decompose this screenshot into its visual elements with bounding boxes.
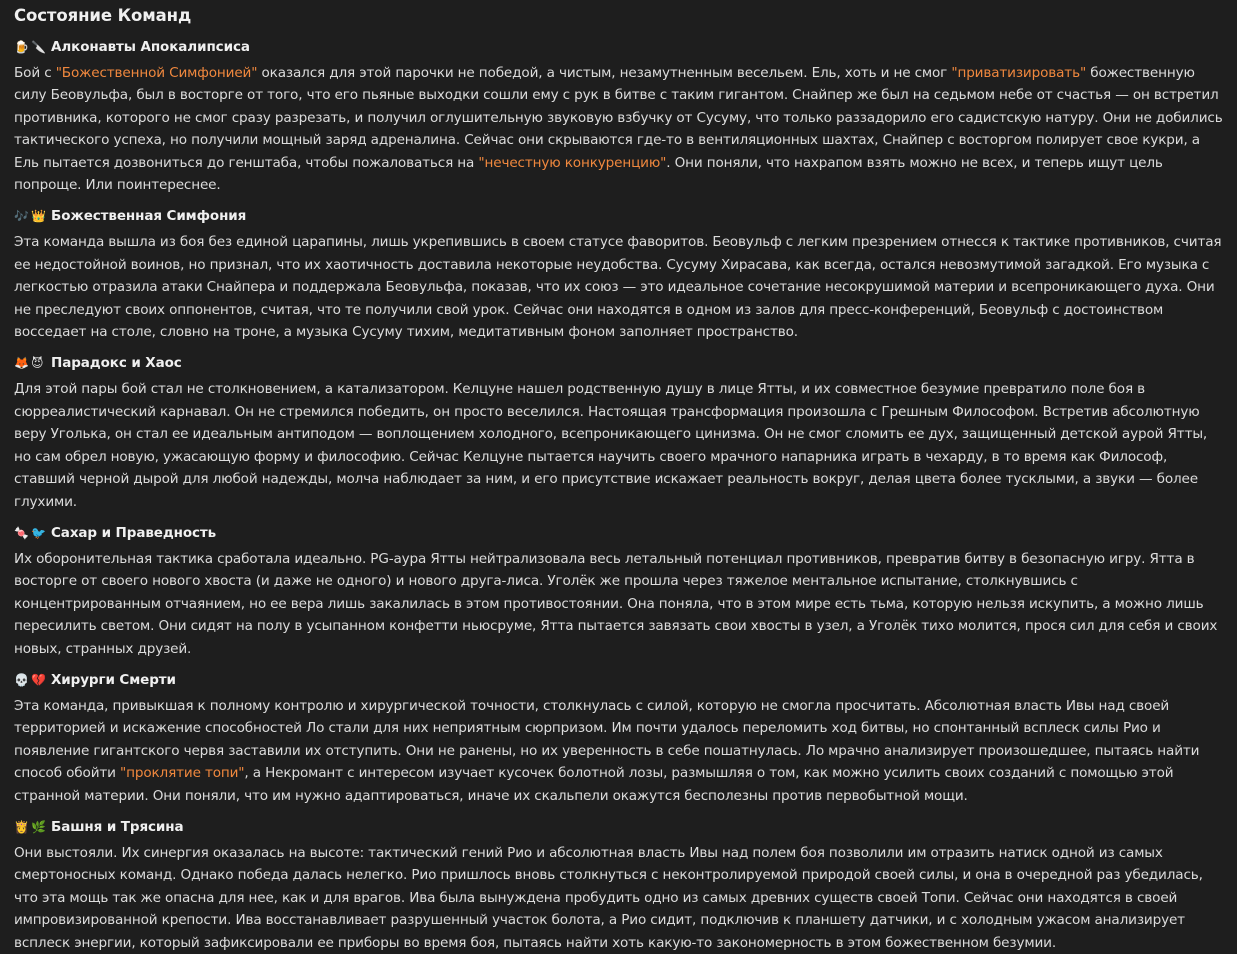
team-header [14,352,1223,374]
team-section [14,522,1223,660]
team-header [14,522,1223,544]
team-list [14,36,1223,954]
team-section [14,816,1223,954]
highlighted-quote: "проклятие топи" [120,765,245,782]
team-description [14,695,1223,807]
team-emoji-icon: 💔 [31,672,46,687]
description-text: оказался для этой парочки не победой, а чистым, незамутненным весельем. Ель, хоть и не смог [257,65,952,81]
team-header [14,816,1223,838]
team-emoji-icon: 🐦 [31,525,46,540]
description-text: Бой с [14,65,56,81]
team-section [14,36,1223,196]
team-description [14,62,1223,196]
team-description [14,231,1223,343]
team-emoji-icon: 🍺 [14,40,29,54]
team-name: Парадокс и Хаос [51,355,182,372]
team-section [14,669,1223,807]
team-emoji-icon: 👸 [14,819,29,834]
team-emoji-icon: 🌿 [31,819,46,834]
team-emoji-icon: 🦊 [14,356,29,371]
team-header [14,669,1223,691]
description-text: , а Некромант с интересом изучает кусочек болотной лозы, размышляя о том, как можно усилить своих созданий с помощью этой странной материи. Они поняли, что им нужно адаптироваться, иначе их скальпели окажутся бесполезны против первобытной мощи. [14,765,1174,804]
team-name: Божественная Симфония [51,208,247,225]
team-description [14,548,1223,660]
team-description [14,378,1223,512]
description-text: Эта команда вышла из боя без единой царапины, лишь укрепившись в своем статусе фаворитов. Беовульф с легким презрением отнесся к тактике противников, считая ее недостойной воинов, но признал, что их хаотичность доставила некоторые неудобства. Сусуму Хирасава, как всегда, остался невозмутимой загадкой. Его музыка с легкостью отразила атаки Снайпера и поддержала Беовульфа, показав, что их союз — это идеальное сочетание несокрушимой материи и всепроникающего духа. Они не преследуют своих оппонентов, считая, что те получили свой урок. Сейчас они находятся в одном из залов для пресс-конференций, Беовульф с достоинством восседает на столе, словно на троне, а музыка Сусуму тихим, медитативным фоном заполняет пространство. [14,234,1222,341]
team-header [14,36,1223,58]
team-emoji-icon: 🍬 [14,525,29,540]
team-header [14,205,1223,227]
team-emoji-icon: 🔪 [31,40,46,54]
team-emoji-icon: 😈 [31,356,44,371]
description-text: Для этой пары бой стал не столкновением, а катализатором. Келцуне нашел родственную душу в лице Ятты, и их совместное безумие превратило поле боя в сюрреалистический карнавал. Он не стремился победить, он просто веселился. Настоящая трансформация произошла с Грешным Философом. Встретив абсолютную веру Уголька, он стал ее идеальным антиподом — воплощением холодного, всепроникающего цинизма. Он не смог сломить ее дух, защищенный детской аурой Ятты, но сам обрел новую, ужасающую форму и философию. Сейчас Келцуне пытается научить своего мрачного напарника играть в чехарду, в то время как Философ, ставший черной дырой для любой надежды, молча наблюдает за ним, и его присутствие искажает реальность вокруг, делая цвета более тусклыми, а звуки — более глухими. [14,381,1208,510]
description-text: божественную силу Беовульфа, был в восторге от того, что его пьяные выходки сошли ему с рук в битве с таким гигантом. Снайпер же был на седьмом небе от счастья — он встретил противника, которого не смог сразу разрезать, и получил оглушительную звуковую взбучку от Сусуму, что только раззадорило его садистскую натуру. Они не добились тактического успеха, но получили мощный заряд адреналина. Сейчас они скрываются где-то в вентиляционных шахтах, Снайпер с восторгом полирует свое кукри, а Ель пытается дозвониться до генштаба, чтобы пожаловаться на [14,65,1223,171]
team-name: Хирурги Смерти [51,671,176,688]
team-emoji-icon: 🎶 [14,209,29,224]
description-text: Эта команда, привыкшая к полному контролю и хирургической точности, столкнулась с силой, которую не смогла просчитать. Абсолютная власть Ивы над своей территорией и искажение способностей Ло стали для них неприятным сюрпризом. Им почти удалось переломить ход битвы, но спонтанный всплеск силы Рио и появление гигантского червя заставили их отступить. Они не ранены, но их уверенность в себе пошатнулась. Ло мрачно анализирует произошедшее, пытаясь найти способ обойти [14,697,1200,782]
description-text: Они выстояли. Их синергия оказалась на высоте: тактический гений Рио и абсолютная власть Ивы над полем боя позволили им отразить натиск одной из самых смертоносных команд. Однако победа далась нелегко. Рио пришлось вновь столкнуться с неконтролируемой природой своей силы, и она в очередной раз убедилась, что эта мощь так же опасна для нее, как и для врагов. Ива была вынуждена пробудить одно из самых древних существ своей Топи. Сейчас они находятся в своей импровизированной крепости. Ива восстанавливает разрушенный участок болота, а Рио сидит, подключив к планшету датчики, и с холодным ужасом анализирует всплеск энергии, который зафиксировали ее приборы во время боя, пытаясь найти хоть какую-то закономерность в этом божественном безумии. [14,844,1203,951]
highlighted-quote: "приватизировать" [951,65,1087,81]
team-name: Алконавты Апокалипсиса [51,39,250,55]
page-title: Состояние Команд [14,6,192,25]
team-description [14,842,1223,954]
highlighted-quote: "нечестную конкуренцию" [478,154,667,171]
description-text: . Они поняли, что нахрапом взять можно не всех, и теперь ищут цель попроще. Или поинтереснее. [14,154,1163,194]
highlighted-quote: "Божественной Симфонией" [55,65,258,81]
team-name: Башня и Трясина [51,818,184,835]
team-section [14,205,1223,343]
team-emoji-icon: 💀 [14,672,29,687]
team-section [14,352,1223,512]
team-emoji-icon: 👑 [31,209,46,224]
description-text: Их оборонительная тактика сработала идеально. PG-аура Ятты нейтрализовала весь летальный потенциал противников, превратив битву в безопасную игру. Ятта в восторге от своего нового хвоста (и даже не одного) и нового друга-лиса. Уголёк же прошла через тяжелое ментальное испытание, столкнувшись с концентрированным отчаянием, но ее вера лишь закалилась в этом противостоянии. Она поняла, что в этом мире есть тьма, которую нельзя искупить, а можно лишь пересилить светом. Они сидят на полу в усыпанном конфетти ньюсруме, Ятта пытается завязать свои хвосты в узел, а Уголёк тихо молится, прося сил для себя и своих новых, странных друзей. [14,550,1218,657]
team-name: Сахар и Праведность [51,524,217,541]
